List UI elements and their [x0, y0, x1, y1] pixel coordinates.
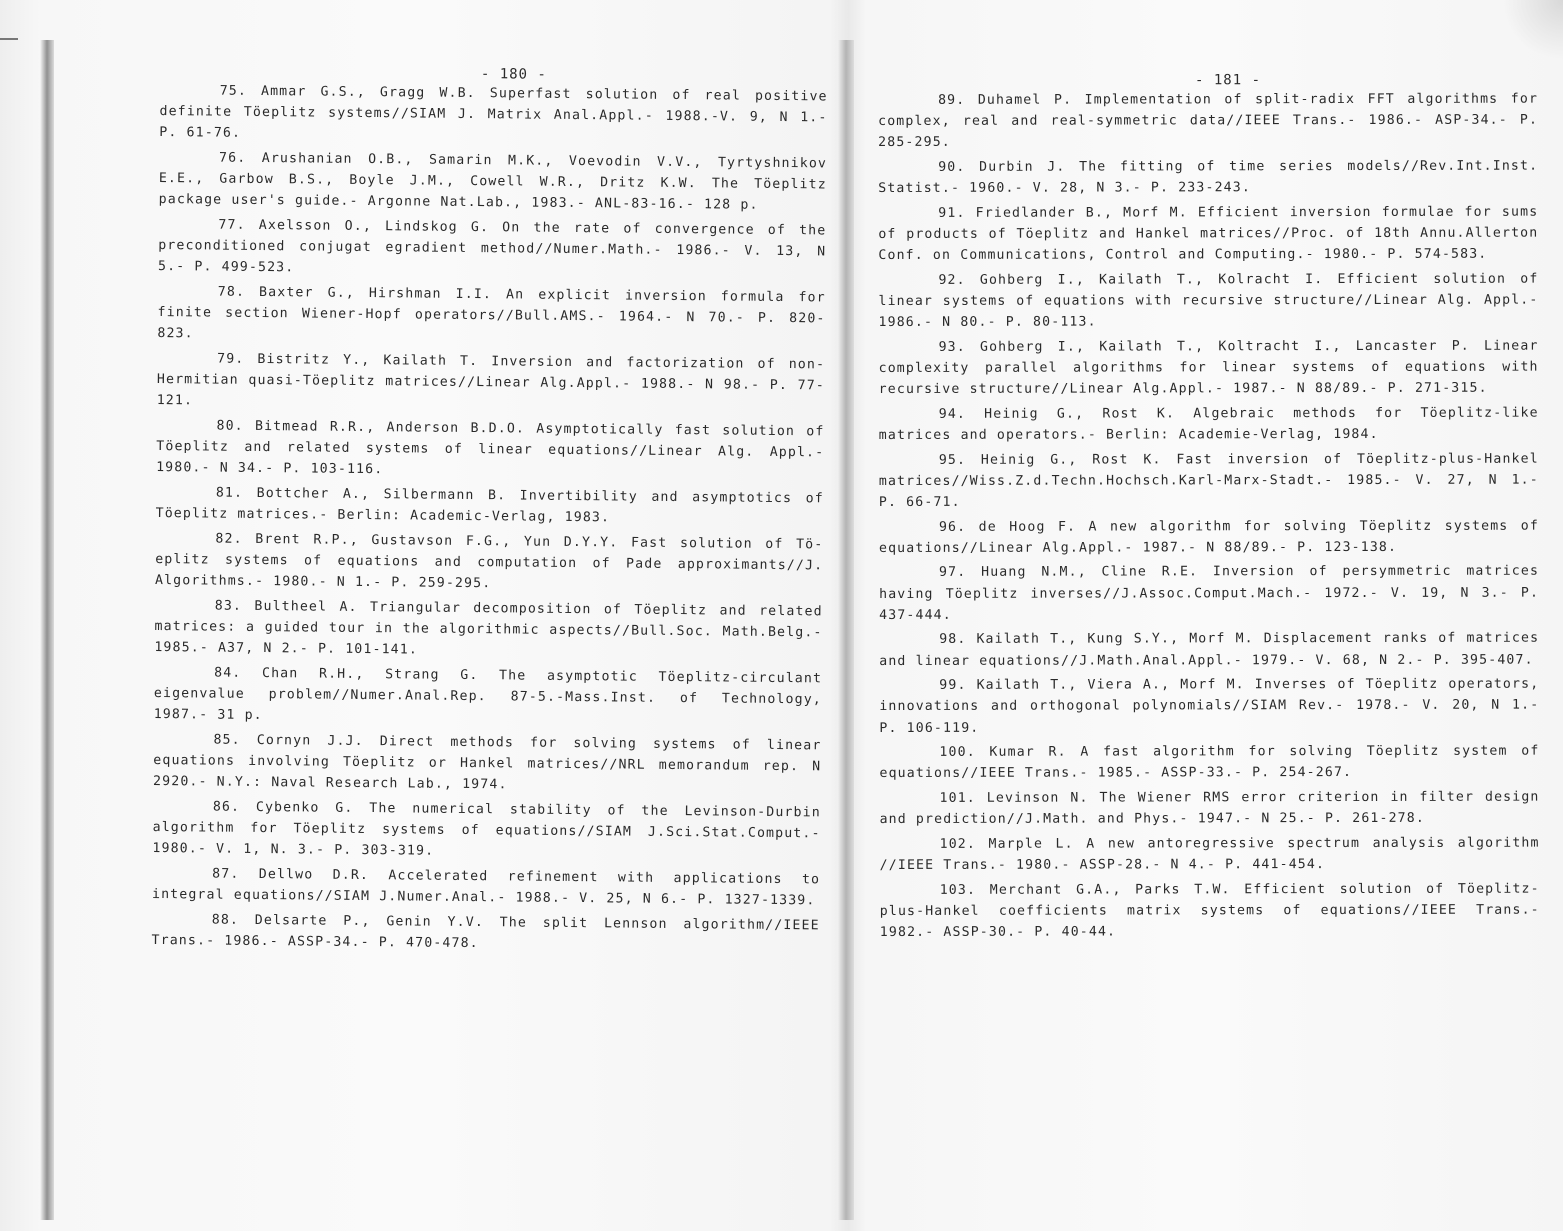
reference-79: 79. Bistritz Y., Kailath T. Inversion and factorization of non-Hermitian quasi-Töeplitz matrices//Linear Alg.Appl.- 1988.- N 98.- P. 77-121.	[156, 351, 826, 409]
reference-92: 92. Gohberg I., Kailath T., Kolracht I. Efficient solution of linear systems of equations with recursive structure//Linear Alg. Appl.- 1986.- N 80.- P. 80-113.	[878, 271, 1539, 331]
reference-100: 100. Kumar R. A fast algorithm for solving Töeplitz system of equations//IEEE Trans.- 1985.- ASSP-33.- P. 254-267.	[879, 743, 1540, 782]
reference-87: 87. Dellwo D.R. Accelerated refinement with applications to integral equations//SIAM J.Numer.Anal.- 1988.- V. 25, N 6.- P. 1327-1339.	[151, 866, 821, 909]
reference-75: 75. Ammar G.S., Gragg W.B. Superfast solution of real positive definite Töeplitz systems//SIAM J. Matrix Anal.Appl.- 1988.-V. 9, N 1.- P. 61-76.	[159, 83, 828, 142]
center-gutter-shadow	[838, 40, 854, 1220]
reference-81: 81. Bottcher A., Silbermann B. Invertibility and asymptotics of Töeplitz matrices.- Berlin: Academic-Verlag, 1983.	[155, 485, 824, 526]
reference-85: 85. Cornyn J.J. Direct methods for solving systems of linear equations involving Töeplitz or Hankel matrices//NRL memorandum rep. N 2920.- N.Y.: Naval Research Lab., 1974.	[153, 732, 822, 793]
left-binding-shadow	[40, 40, 54, 1220]
reference-76: 76. Arushanian O.B., Samarin M.K., Voevodin V.V., Tyrtyshnikov E.E., Garbow B.S., Boyle J.M., Cowell W.R., Dritz K.W. The Töeplitz package user's guide.- Argonne Nat.Lab., 1983.- ANL-83-16.- 128 p.	[158, 150, 828, 214]
reference-99: 99. Kailath T., Viera A., Morf M. Inverses of Töeplitz operators, innovations and orthogonal polynomials//SIAM Rev.- 1978.- V. 20, N 1.- P. 106-119.	[879, 676, 1540, 736]
reference-94: 94. Heinig G., Rost K. Algebraic methods for Töeplitz-like matrices and operators.- Berlin: Academie-Verlag, 1984.	[878, 405, 1539, 443]
right-page	[878, 71, 1540, 947]
reference-90: 90. Durbin J. The fitting of time series models//Rev.Int.Inst. Statist.- 1960.- V. 28, N 3.- P. 233-243.	[878, 158, 1539, 197]
reference-84: 84. Chan R.H., Strang G. The asymptotic Töeplitz-circulant eigenvalue problem//Numer.Anal.Rep. 87-5.-Mass.Inst. of Technology, 1987.- 31 p.	[153, 665, 823, 724]
reference-80: 80. Bitmead R.R., Anderson B.D.O. Asymptotically fast solution of Töeplitz and related systems of linear equations//Linear Alg. Appl.- 1980.- N 34.- P. 103-116.	[156, 418, 825, 478]
reference-93: 93. Gohberg I., Kailath T., Koltracht I., Lancaster P. Linear complexity parallel algorithms for linear systems of equations with recursive structure//Linear Alg.Appl.- 1987.- N 88/89.- P. 271-315.	[878, 338, 1539, 398]
reference-98: 98. Kailath T., Kung S.Y., Morf M. Displacement ranks of matrices and linear equations//J.Math.Anal.Appl.- 1979.- V. 68, N 2.- P. 395-407.	[879, 631, 1540, 669]
reference-97: 97. Huang N.M., Cline R.E. Inversion of persymmetric matrices having Töeplitz inverses//J.Assoc.Comput.Mach.- 1972.- V. 19, N 3.- P. 437-444.	[879, 564, 1540, 623]
reference-89: 89. Duhamel P. Implementation of split-radix FFT algorithms for complex, real and real-symmetric data//IEEE Trans.- 1986.- ASP-34.- P. 285-295.	[878, 91, 1539, 151]
reference-101: 101. Levinson N. The Wiener RMS error criterion in filter design and prediction//J.Math. and Phys.- 1947.- N 25.- P. 261-278.	[879, 789, 1540, 828]
reference-83: 83. Bultheel A. Triangular decomposition of Töeplitz and related matrices: a guided tour in the algorithmic aspects//Bull.Soc. Math.Belg.- 1985.- A37, N 2.- P. 101-141.	[154, 598, 823, 658]
reference-list	[878, 89, 1540, 944]
reference-95: 95. Heinig G., Rost K. Fast inversion of Töeplitz-plus-Hankel matrices//Wiss.Z.d.Techn.Hochsch.Karl-Marx-Stadt.- 1985.- V. 27, N 1.- P. 66-71.	[878, 451, 1539, 510]
reference-96: 96. de Hoog F. A new algorithm for solving Töeplitz systems of equations//Linear Alg.Appl.- 1987.- N 88/89.- P. 123-138.	[878, 518, 1539, 556]
page-number: - 180 -	[480, 66, 547, 83]
reference-88: 88. Delsarte P., Genin Y.V. The split Lennson algorithm//IEEE Trans.- 1986.- ASSP-34.- P. 470-478.	[151, 912, 820, 951]
page-corner-curl	[1503, 0, 1563, 60]
reference-86: 86. Cybenko G. The numerical stability of the Levinson-Durbin algorithm for Töeplitz systems of equations//SIAM J.Sci.Stat.Comput.- 1980.- V. 1, N. 3.- P. 303-319.	[152, 799, 821, 859]
left-page	[151, 62, 828, 961]
reference-102: 102. Marple L. A new antoregressive spectrum analysis algorithm //IEEE Trans.- 1980.- ASSP-28.- N 4.- P. 441-454.	[879, 835, 1540, 873]
reference-103: 103. Merchant G.A., Parks T.W. Efficient solution of Töeplitz-plus-Hankel coefficients matrix systems of equations//IEEE Trans.- 1982.- ASSP-30.- P. 40-44.	[879, 881, 1540, 940]
reference-91: 91. Friedlander B., Morf M. Efficient inversion formulae for sums of products of Töeplitz and Hankel matrices//Proc. of 18th Annu.Allerton Conf. on Communications, Control and Computing.- 1980.- P. 574-583.	[878, 204, 1539, 264]
reference-78: 78. Baxter G., Hirshman I.I. An explicit inversion formula for finite section Wiener-Hopf operators//Bull.AMS.- 1964.- N 70.- P. 820-823.	[157, 284, 826, 342]
reference-82: 82. Brent R.P., Gustavson F.G., Yun D.Y.Y. Fast solution of Tö-eplitz systems of equations and computation of Pade approximants//J. Algorithms.- 1980.- N 1.- P. 259-295.	[154, 531, 824, 592]
reference-77: 77. Axelsson O., Lindskog G. On the rate of convergence of the preconditioned conjugat egradient method//Numer.Math.- 1986.- V. 13, N 5.- P. 499-523.	[157, 217, 827, 276]
scan-margin-mark	[0, 38, 18, 40]
page-number: - 181 -	[1194, 72, 1262, 89]
reference-list	[151, 80, 827, 957]
